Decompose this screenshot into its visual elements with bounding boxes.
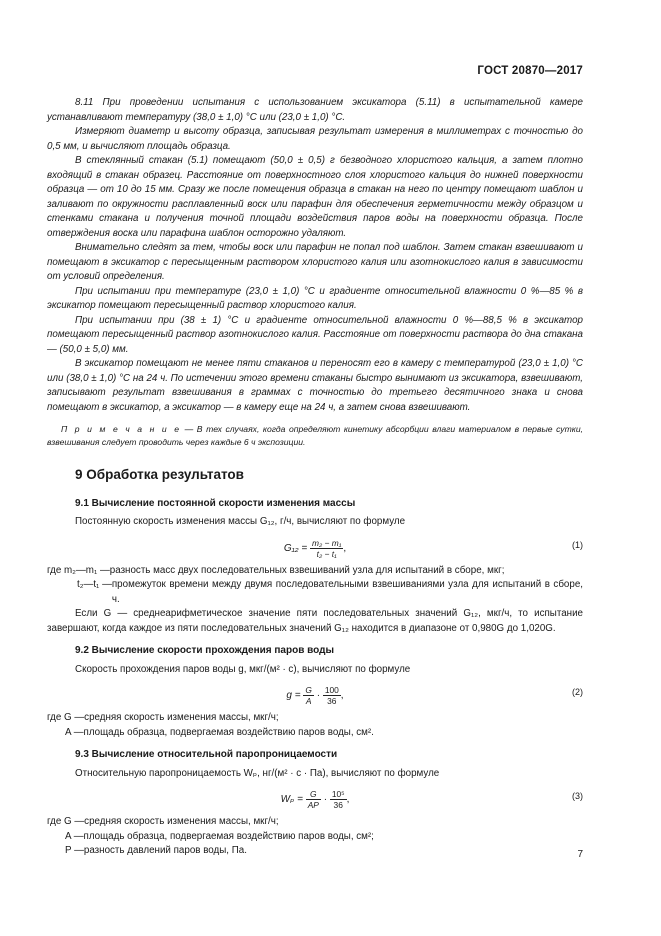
paragraph-wax: Внимательно следят за тем, чтобы воск или парафин не попал под шаблон. Затем стакан взвешивают и помещают в эксикатор с пересыщенным раствором хлористого калия или азотнокислого калия в зависимости от условий определения. bbox=[47, 242, 583, 282]
formula-2-denominator-b: 36 bbox=[327, 696, 337, 706]
section-9-2-title: 9.2 Вычисление скорости прохождения паров воды bbox=[75, 645, 334, 656]
definition-row bbox=[47, 815, 583, 830]
definition-text: средняя скорость изменения массы, мкг/ч; bbox=[84, 816, 279, 827]
formula-1-comma: , bbox=[343, 542, 347, 554]
equation-number-3: (3) bbox=[572, 791, 583, 801]
formula-2 bbox=[47, 679, 583, 709]
formula-2-denominator-a: A bbox=[305, 696, 312, 706]
formula-3-lhs: Wₚ = bbox=[280, 794, 303, 806]
formula-2-fraction-a bbox=[303, 685, 314, 706]
definition-symbol: где G — bbox=[47, 712, 85, 723]
section-9-1-title: 9.1 Вычисление постоянной скорости изменения массы bbox=[75, 497, 356, 509]
note-label: П р и м е ч а н и е bbox=[61, 424, 182, 434]
definition-text: разность масс двух последовательных взвешиваний узла для испытаний в сборе, мкг; bbox=[109, 564, 505, 576]
definition-text: площадь образца, подвергаемая воздействию паров воды, см². bbox=[83, 726, 374, 738]
definition-symbol: где m₂—m₁ — bbox=[47, 564, 110, 576]
formula-3-numerator-b: 10⁵ bbox=[331, 789, 345, 799]
definition-text: средняя скорость изменения массы, мкг/ч; bbox=[84, 712, 279, 723]
definition-row bbox=[47, 578, 583, 607]
page-content bbox=[47, 96, 583, 859]
formula-3-fraction-b bbox=[330, 789, 347, 810]
paragraph-kno3: При испытании при (38 ± 1) °С и градиенте относительной влажности 0 %—88,5 % в эксикатор помещают пересыщенный раствор азотнокислого калия. Расстояние от поверхности раствора до дна стакана — (50,0 ± 5,0) мм. bbox=[47, 314, 583, 355]
formula-2-lhs: g = bbox=[286, 690, 301, 702]
paragraph-weighing: В эксикатор помещают не менее пяти стаканов и переносят его в камеру с температурой (23,0 ± 1,0) °С или (38,0 ± 1,0) °С на 24 ч. По истечении этого времени стаканы быстро вынимают из эксикатора, взвешивают, записывают результат взвешивания в граммах с точностью до третьего десятичного знака и снова помещают в эксикатор, а эксикатор — в камеру еще на 24 ч, а затем снова взвешивают. bbox=[47, 358, 583, 413]
section-9-title: 9 Обработка результатов bbox=[75, 467, 244, 482]
formula-3-fraction-a bbox=[306, 789, 321, 810]
definition-symbol: A — bbox=[65, 830, 84, 842]
formula-2-fraction-b bbox=[323, 685, 341, 706]
definition-symbol: P — bbox=[65, 845, 84, 856]
section-9-1-intro: Постоянную скорость изменения массы G₁₂, г/ч, вычисляют по формуле bbox=[75, 516, 406, 527]
note bbox=[47, 423, 583, 449]
definition-symbol: A — bbox=[65, 726, 84, 738]
formula-2-comma: , bbox=[340, 690, 344, 702]
formula-1-definitions bbox=[47, 564, 583, 608]
formula-3-definitions bbox=[47, 815, 583, 859]
definition-symbol: где G — bbox=[47, 816, 85, 827]
section-9-3-title: 9.3 Вычисление относительной паропроницаемости bbox=[75, 749, 338, 760]
definition-row bbox=[47, 726, 583, 741]
paragraph-8-11: 8.11 При проведении испытания с использованием эксикатора (5.11) в испытательной камере устанавливают температуру (38,0 ± 1,0) °С или (23,0 ± 1,0) °С. bbox=[47, 97, 583, 123]
formula-1-lhs: G₁₂ = bbox=[283, 542, 308, 554]
definition-row bbox=[47, 844, 583, 859]
formula-2-dot: · bbox=[316, 690, 321, 702]
formula-1-denominator: t₂ − t₁ bbox=[316, 548, 337, 559]
formula-3-comma: , bbox=[346, 794, 350, 806]
section-9-3-intro: Относительную паропроницаемость Wₚ, нг/(м² · с · Па), вычисляют по формуле bbox=[75, 767, 440, 779]
formula-2-definitions bbox=[47, 711, 583, 740]
definition-symbol: t₂—t₁ — bbox=[77, 579, 112, 590]
formula-3-dot: · bbox=[323, 794, 328, 806]
document-code-header: ГОСТ 20870—2017 bbox=[477, 65, 583, 77]
paragraph-kcl: При испытании при температуре (23,0 ± 1,0) °С и градиенте относительной влажности 0 %—85 % в эксикатор помещают пересыщенный раствор хлористого калия. bbox=[47, 285, 583, 311]
equation-number-2: (2) bbox=[572, 687, 583, 697]
formula-2-numerator-b: 100 bbox=[324, 685, 339, 695]
formula-3-numerator-a: G bbox=[306, 789, 321, 800]
formula-2-numerator-a: G bbox=[305, 685, 312, 695]
formula-3-denominator-b: 36 bbox=[333, 800, 343, 810]
equation-number-1: (1) bbox=[572, 539, 583, 550]
formula-3 bbox=[47, 783, 583, 813]
formula-1-fraction bbox=[310, 538, 343, 559]
definition-row bbox=[47, 564, 583, 579]
definition-row bbox=[47, 830, 583, 845]
definition-text: промежуток времени между двумя последовательными взвешиваниями узла для испытаний в сборе, ч. bbox=[111, 579, 583, 605]
definition-row bbox=[47, 711, 583, 726]
formula-1-numerator: m₂ − m₁ bbox=[312, 537, 342, 548]
paragraph-glass-cup: В стеклянный стакан (5.1) помещают (50,0 ± 0,5) г безводного хлористого кальция, а затем плотно входящий в стакан образец. Расстояние от поверхностного слоя хлористого кальция до нижней поверхности образца — от 10 до 15 мм. Сразу же после помещения образца в стакан на него по центру помещают шаблон и заливают по окружности расплавленный воск или парафин для обеспечения герметичности между образцом и стенками стакана и получения точной площади воздействия паров воды на поверхности образца. После отверждения воска или парафина шаблон осторожно удаляют. bbox=[47, 155, 583, 239]
section-9-2-intro: Скорость прохождения паров воды g, мкг/(м² · с), вычисляют по формуле bbox=[75, 663, 411, 675]
note-text: — В тех случаях, когда определяют кинетику абсорбции влаги материалом в первые сутки, взвешивания следует проводить через каждые 6 ч экспозиции. bbox=[47, 424, 583, 447]
formula-3-denominator-a: AP bbox=[307, 800, 319, 810]
paragraph-measure: Измеряют диаметр и высоту образца, записывая результат измерения в миллиметрах с точностью до 0,5 мм, и вычисляют площадь образца. bbox=[47, 126, 583, 152]
formula-1 bbox=[47, 532, 583, 562]
section-9-1-completion: Если G — среднеарифметическое значение пяти последовательных значений G₁₂, мкг/ч, то испытание завершают, когда каждое из пяти последовательных значений G₁₂ находится в диапазоне от 0,980G до 1,020G. bbox=[47, 608, 583, 634]
page-number: 7 bbox=[577, 849, 583, 860]
definition-text: разность давлений паров воды, Па. bbox=[83, 845, 247, 856]
definition-text: площадь образца, подвергаемая воздействию паров воды, см²; bbox=[83, 830, 374, 842]
